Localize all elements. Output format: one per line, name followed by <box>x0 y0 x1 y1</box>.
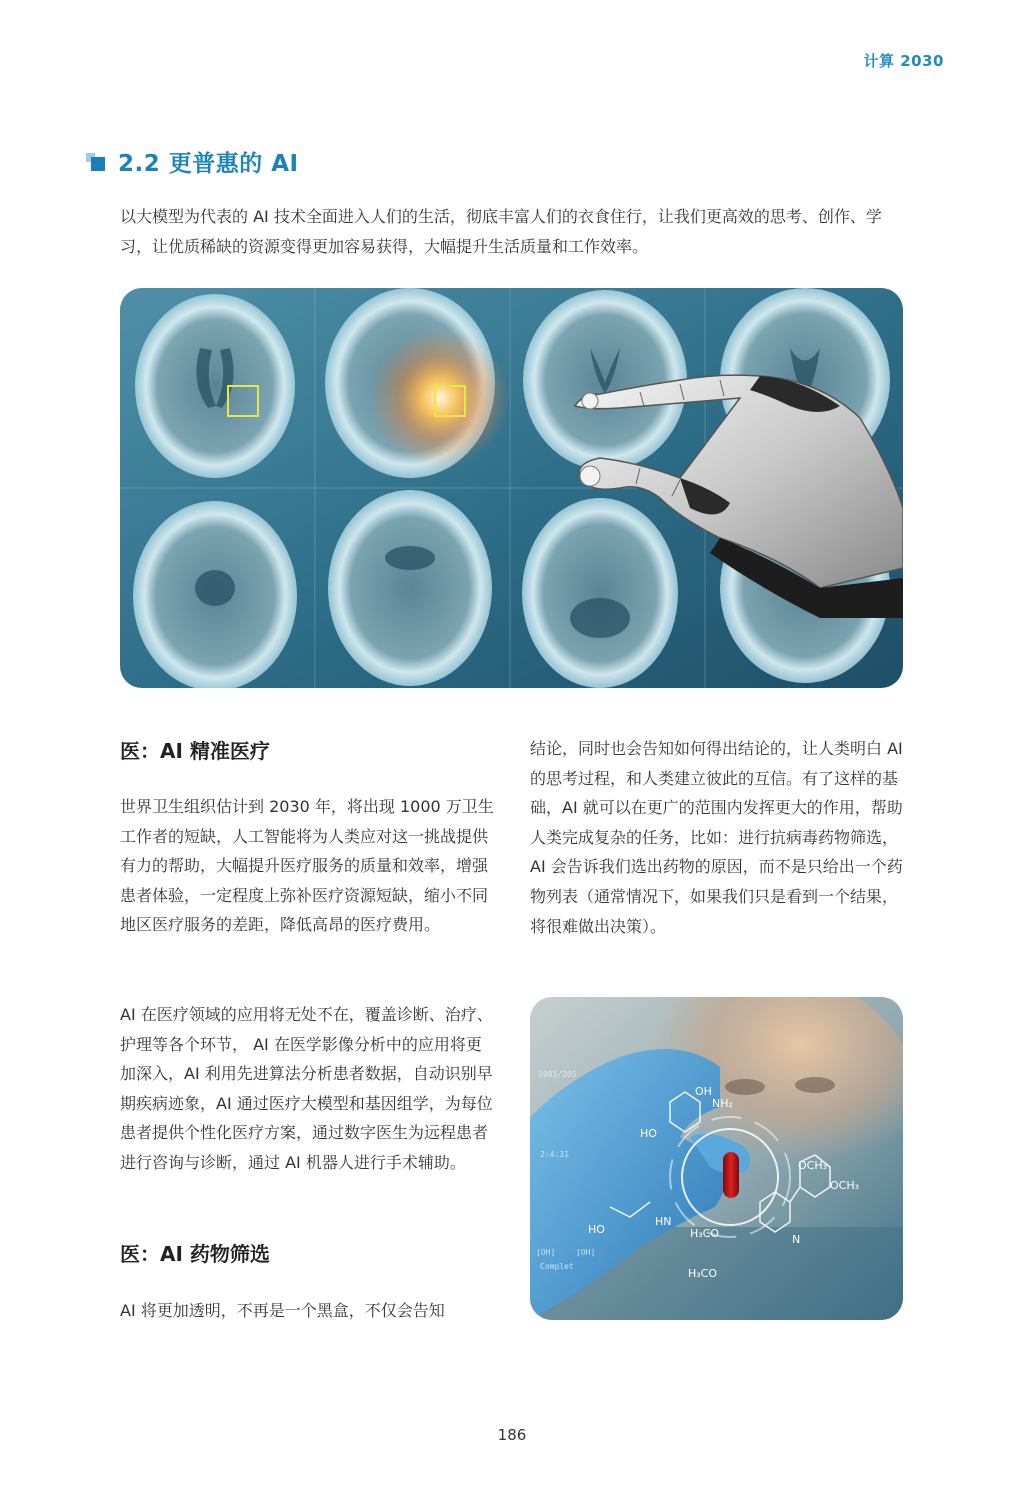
section-marker-icon <box>86 150 108 172</box>
medical-para1-wrap <box>120 792 496 940</box>
header-brand: 计算 2030 <box>863 52 944 70</box>
molecule-label-ho-2: HO <box>588 1223 605 1236</box>
molecule-label-och3-2: OCH₃ <box>830 1179 860 1192</box>
medical-heading: 医：AI 精准医疗 <box>120 739 270 763</box>
screen-text-2: [OH] <box>536 1248 556 1257</box>
molecule-label-hn: HN <box>655 1215 672 1228</box>
molecule-label-h3co-1: H₃CO <box>690 1227 720 1240</box>
brain-scan-robot-hand-image <box>120 288 903 688</box>
screen-text-3: [OH] <box>576 1248 596 1257</box>
molecule-label-n: N <box>792 1233 801 1246</box>
medical-heading-wrap <box>120 736 496 766</box>
molecule-label-nh2: NH₂ <box>712 1097 733 1110</box>
medical-para2-wrap <box>120 1000 496 1178</box>
drug-paragraph-start: AI 将更加透明，不再是一个黑盒，不仅会告知 <box>120 1301 445 1320</box>
intro-paragraph: 以大模型为代表的 AI 技术全面进入人们的生活，彻底丰富人们的衣食住行，让我们更高效的思考、创作、学习，让优质稀缺的资源变得更加容易获得，大幅提升生活质量和工作效率。 <box>120 207 882 256</box>
drug-capsule-image <box>530 997 903 1320</box>
drug-para-start-wrap <box>120 1296 496 1326</box>
page-number: 186 <box>497 1426 527 1444</box>
medical-paragraph-1: 世界卫生组织估计到 2030 年，将出现 1000 万卫生工作者的短缺，人工智能将为人类应对这一挑战提供有力的帮助，大幅提升医疗服务的质量和效率，增强患者体验，一定程度上弥补医疗资源短缺，缩小不同地区医疗服务的差距，降低高昂的医疗费用。 <box>120 797 494 935</box>
molecule-label-h3co-2: H₃CO <box>688 1267 718 1280</box>
drug-heading-wrap <box>120 1239 496 1269</box>
screen-text-5: 2:4:31 <box>540 1150 569 1159</box>
molecule-label-ho: HO <box>640 1127 657 1140</box>
drug-heading: 医：AI 药物筛选 <box>120 1242 270 1266</box>
section-title: 2.2 更普惠的 AI <box>118 150 299 177</box>
drug-para-cont-wrap <box>530 734 906 941</box>
screen-text-1: 2001/205 <box>538 1070 577 1079</box>
medical-paragraph-2: AI 在医疗领域的应用将无处不在，覆盖诊断、治疗、护理等各个环节， AI 在医学影像分析中的应用将更加深入，AI 利用先进算法分析患者数据，自动识别早期疾病迹象，AI 通过医疗大模型和基因组学，为每位患者提供个性化医疗方案，通过数字医生为远程患者进行咨询与诊断，通过 AI 机器人进行手术辅助。 <box>120 1005 493 1172</box>
screen-text-4: Complet <box>540 1262 574 1271</box>
molecule-label-och3-1: OCH₃ <box>798 1159 828 1172</box>
section-heading <box>86 143 299 179</box>
molecule-label-oh: OH <box>695 1085 712 1098</box>
drug-paragraph-continued: 结论，同时也会告知如何得出结论的，让人类明白 AI 的思考过程，和人类建立彼此的互信。有了这样的基础，AI 就可以在更广的范围内发挥更大的作用，帮助人类完成复杂的任务，比如：进行抗病毒药物筛选，AI 会告诉我们选出药物的原因，而不是只给出一个药物列表（通常情况下，如果我们只是看到一个结果，将很难做出决策）。 <box>530 739 903 936</box>
